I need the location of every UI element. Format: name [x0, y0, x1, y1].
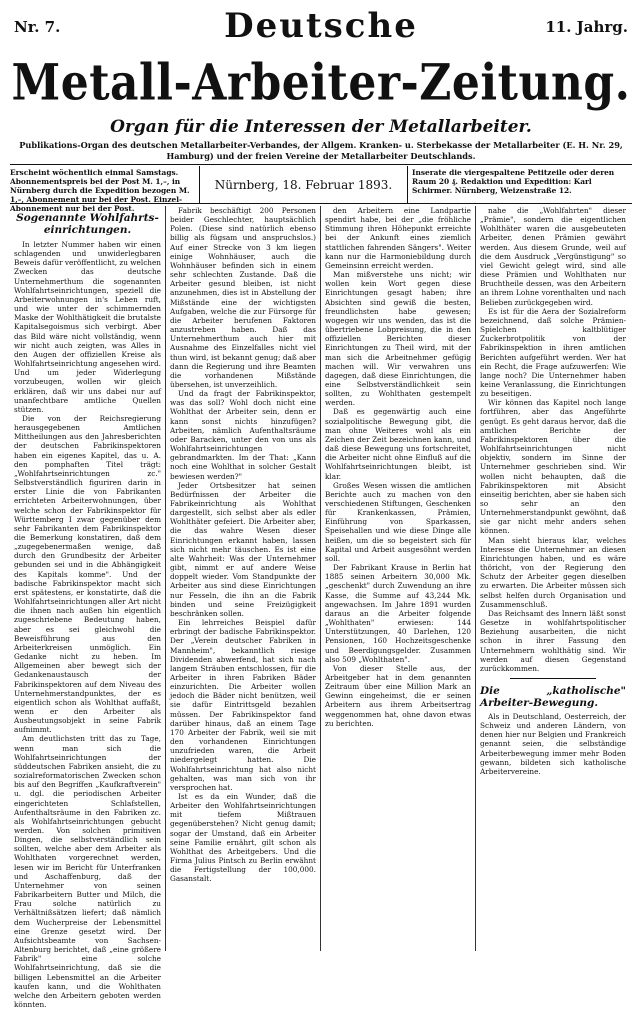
paragraph: In letzter Nummer haben wir einen schlagenden und unwiderlegbaren Beweis dafür veröffentlicht, zu welchen Zwecken das deutsche Unternehmerthum die sogenannten Wohlfahrtseinrichtungen, speziell die Arbeiterwohnungen in's Leben ruft, und wie unter der schimmernden Maske der Wohlthätigkeit die brutalste Kapitalsegoismus sich verbirgt. Aber das Bild wäre nicht vollständig, wenn wir nicht auch zeigten, was Alles in den Augen der offiziellen Kreise als Wohlfahrtseinrichtung angesehen wird. Und um jeder Widerlegung vorzubeugen, wollen wir gleich erklären, daß wir uns dabei nur auf unanfechtbare amtliche Quellen stützen.: [14, 240, 161, 414]
paragraph: Der Fabrikant Krause in Berlin hat 1885 seinen Arbeitern 30,000 Mk. „geschenkt" durch Zuwendung an ihre Kasse, die Summe auf 43,244 Mk. angewachsen. Im Jahre 1891 wurden daraus an die Arbeiter folgende „Wohlthaten" erwiesen: 144 Unterstützungen, 40 Darlehen, 120 Pensionen, 160 Hochzeitsgeschenke und Beerdigungsgelder. Zusammen also 509 „Wohlthaten".: [325, 563, 471, 664]
masthead: [10, 6, 632, 56]
paragraph: Fabrik beschäftigt 200 Personen beider Geschlechter, hauptsächlich Polen. (Diese sind natürlich ebenso billig als fügsam und anspruchslos.) Auf einer Strecke von 3 km liegen einige Wohnhäuser, auch die Wohnhäuser befinden sich in einem sehr schlechten Zustande. Daß die Arbeiter gesund bleiben, ist nicht anzunehmen, dies ist in Abstellung der Mißstände eine der wichtigsten Aufgaben, welche die zur Fürsorge für die Arbeiter berufenen Faktoren anzustreben haben. Daß das Unternehmerthum auch hier mit Ausnahme des Einzelfalles nicht viel thun wird, ist bekannt genug; daß aber dann die Regierung und ihre Beamten die vorhandenen Mißstände übersehen, ist unverzeihlich.: [170, 206, 316, 389]
paragraph: nahe die „Wohlfahrten" dieser „Prämie", sondern die eigentlichen Wohlthäter waren die ausgebeuteten Arbeiter, denen Prämien gewährt werden. Aus diesem Grunde, weil auf die dem Ausdruck „Vergünstigung" so viel Gewicht gelegt wird, sind alle diese Prämien und Wohlthaten nur Bruchtheile dessen, was den Arbeitern an ihrem Lohne vorenthalten und nach Belieben zurückgegeben wird.: [480, 206, 626, 307]
newspaper-title: Metall-Arbeiter-Zeitung.: [11, 54, 631, 112]
divider: [10, 164, 632, 165]
column-4: [475, 206, 630, 951]
paragraph: Als in Deutschland, Oesterreich, der Schweiz und anderen Ländern, von denen hier nur Belgien und Frankreich genannt seien, die selbständige Arbeiterbewegung immer mehr Boden gewann, bildeten sich katholische Arbeitervereine.: [480, 711, 626, 776]
advertising-info: Inserate die viergespaltene Petitzeile oder deren Raum 20 ₰. Redaktion und Expedition: Karl Schirmer. Nürnberg, Weizenstraße 12.: [412, 168, 615, 195]
paragraph: Großes Wesen wissen die amtlichen Berichte auch zu machen von den verschiedenen Stiftungen, Geschenken für Krankenkassen, Prämien, Einführung von Sparkassen, Speisehallen und wie diese Dinge alle heißen, um die so begeistert sich für Kapital und Arbeit ausgesöhnt werden soll.: [325, 480, 471, 563]
paragraph: Man sieht hieraus klar, welches Interesse die Unternehmer an diesen Einrichtungen haben, und es wäre thöricht, von der Regierung den Schutz der Arbeiter gegen dieselben zu erwarten. Die Arbeiter müssen sich selbst helfen durch Organisation und Zusammenschluß.: [480, 535, 626, 609]
column-2: [165, 206, 320, 951]
place-date: Nürnberg, 18. Februar 1893.: [200, 166, 408, 203]
paragraph: Jeder Ortsbesitzer hat seinen Bedürfnissen der Arbeiter die Fabrikeinrichtung als Wohlthat dargestellt, sich selbst aber als edler Wohlthäter gefeiert. Die Arbeiter aber, die das wahre Wesen dieser Einrichtungen erkannt haben, lassen sich nicht mehr täuschen. Es ist eine alte Wahrheit: Was der Unternehmer gibt, nimmt er auf andere Weise doppelt wieder. Vom Standpunkte der Arbeiter aus sind diese Einrichtungen nur Fesseln, die ihn an die Fabrik binden und seine Freizügigkeit beschränken sollen.: [170, 480, 316, 618]
paragraph: Ist es da ein Wunder, daß die Arbeiter den Wohlfahrtseinrichtungen mit tiefem Mißtrauen gegenüberstehen? Nicht genug damit; sogar der Umstand, daß ein Arbeiter seine Familie ernährt, gilt schon als Wohlthat des Arbeitgebers. Und die Firma Julius Pintsch zu Berlin erwähnt die Fertigstellung der 100,000. Gasanstalt.: [170, 792, 316, 884]
article-title: Die „katholische" Arbeiter-Bewegung.: [480, 684, 626, 709]
article-columns: [10, 206, 632, 1009]
paragraph: Ein lehrreiches Beispiel dafür erbringt der badische Fabrikinspektor. Der „Verein deutscher Fabriken in Mannheim", bekanntlich riesige Dividenden abwerfend, hat sich nach langem Sträuben entschlossen, für die Arbeiter in ihren Fabriken Bäder einzurichten. Die Arbeiter wollen jedoch die Bäder nicht benützen, weil sie dafür Eintrittsgeld bezahlen müssen. Der Fabrikinspektor fand darüber hinaus, daß an einem Tage 170 Arbeiter der Fabrik, weil sie mit den vorhandenen Einrichtungen unzufrieden waren, die Arbeit niedergelegt hatten. Die Wohlfahrtseinrichtung hat also nicht gehalten, was man sich von ihr versprochen hat.: [170, 618, 316, 792]
info-bar: [10, 166, 632, 213]
volume-year: 11. Jahrg.: [545, 18, 628, 36]
article-title: Sogenannte Wohlfahrts-einrichtungen.: [16, 212, 159, 236]
paragraph: Wir können das Kapitel noch lange fortführen, aber das Angeführte genügt. Es geht daraus hervor, daß die amtlichen Berichte der Fabrikinspektoren über die Wohlfahrtseinrichtungen nicht objektiv, sondern im Sinne der Unternehmer geschrieben sind. Wir wollen nicht behaupten, daß die Fabrikinspektoren mit Absicht einseitig berichten, aber sie haben sich so sehr an den Unternehmerstandpunkt gewöhnt, daß sie gar nicht mehr anders sehen können.: [480, 398, 626, 536]
column-1: [10, 206, 165, 1009]
newspaper-subtitle: Organ für die Interessen der Metallarbeiter.: [110, 117, 532, 137]
issue-number: Nr. 7.: [14, 18, 61, 36]
paragraph: Und da fragt der Fabrikinspektor, was das soll? Wohl doch nicht eine Wohlthat der Arbeiter sein, denn er kann sonst nichts hinzufügen? Arbeiten, nämlich Aufenthaltsräume oder Baracken, unter den von uns als Wohlfahrtseinrichtungen gebrandmarkten. Im der That: „Kann noch eine Wohlthat in solcher Gestalt bewiesen werden?": [170, 389, 316, 481]
column-3: [320, 206, 475, 951]
paragraph: Die von der Reichsregierung herausgegebenen Amtlichen Mittheilungen aus den Jahresberichten der deutschen Fabrikinspektoren haben ein eigenes Kapitel, das u. A. den pomphaften Titel trägt: „Wohlfahrtseinrichtungen zc." Selbstverständlich figuriren darin in erster Linie die von Fabrikanten errichteten Arbeiterwohnungen, über welche schon der Fabrikinspektor für Württemberg I zwar gegenüber dem sehr Fabrikanten dem Fabrikinspektor die Bemerkung konstatiren, daß dem „zugegebenermaßen wenige, daß durch den Grundbesitz der Arbeiter gebunden sei und in die Abhängigkeit des Kapitals komme". Und der badische Fabrikinspektor macht sich erst spätestens, er konstatirte, daß die Wohlfahrtseinrichtungen aller Art nicht die ihnen nach außen hin eigentlich zugeschriebene Bedeutung haben, aber es sei gleichwohl die Beweisführung aus den Arbeiterkreisen unmöglich. Ein Gedanke nicht zu heben. Im Allgemeinen aber bewegt sich der Gedankenaustausch der Fabrikinspektoren auf dem Niveau des Unternehmerstandpunktes, der es eigentlich schon als Wohlthat auffaßt, wenn er den Arbeiter als Ausbeutungsobjekt in seine Fabrik aufnimmt.: [14, 413, 161, 735]
title-top: Deutsche: [224, 6, 418, 46]
paragraph: Von dieser Stelle aus, der Arbeitgeber hat in dem genannten Zeitraum über eine Million Mark an Gewinn eingeheimst, die er seinen Arbeitern aus ihrem Arbeitsertrag weggenommen hat, ohne davon etwas zu berichten.: [325, 663, 471, 728]
publication-info: Publikations-Organ des deutschen Metallarbeiter-Verbandes, der Allgem. Kranken- u. Sterbekasse der Metallarbeiter (E. H. Nr. 29, Hamburg) und der freien Vereine der Metallarbeiter Deutschlands.: [19, 140, 623, 161]
paragraph: Am deutlichsten tritt das zu Tage, wenn man sich die Wohlfahrtseinrichtungen der süddeutschen Fabriken ansieht, die zu sozialreformatorischen Zwecken schon bis auf den Begriffen „Kaufkraftverein" u. dgl. die periodischen Arbeiter eingerichteten Schlafstellen, Aufenthaltsräume in den Fabriken zc. als Wohlfahrtseinrichtungen gebucht werden. Von solchen primitiven Dingen, die selbstverständlich sein sollten, welche aber dem Arbeiter als Wohlthaten vorgerechnet werden, lesen wir im Bericht für Unterfranken und Aschaffenburg, daß der Unternehmer von seinen Fabrikarbeitern Butter und Milch, die Frau solche natürlich zu Verhältnißsätzen liefert; daß nämlich dem Wucherpreise der Lebensmittel eine Grenze gesetzt wird. Der Aufsichtsbeamte von Sachsen-Altenburg berichtet, daß „eine größere Fabrik" eine solche Wohlfahrtseinrichtung, daß sie die billigen Lebensmittel an die Arbeiter kaufen kann, und die Wohlthaten welche den Arbeitern geboten werden könnten.: [14, 734, 161, 1009]
divider: [510, 678, 596, 679]
paragraph: Es ist für die Aera der Sozialreform bezeichnend, daß solche Prämien-Spielchen kaltblütiger Zuckerbrotpolitik von der Fabrikinspektion in ihren amtlichen Berichten aufgeführt werden. Wer hat ein Recht, die Frage aufzuwerfen: Wie lange noch? Die Unternehmer haben keine Veranlassung, die Einrichtungen zu beseitigen.: [480, 306, 626, 399]
paragraph: Daß es gegenwärtig auch eine sozialpolitische Bewegung gibt, die man ohne Weiteres wohl als ein Zeichen der Zeit bezeichnen kann, und daß diese Bewegung uns fortschreitet, die Arbeiter nicht ohne Einfluß auf die Wohlfahrtseinrichtungen bleibt, ist klar.: [325, 407, 471, 481]
paragraph: Das Reichsamt des Innern läßt sonst Gesetze in wohlfahrtspolitischer Beziehung ausarbeiten, die nicht schon in ihrer Fassung den Unternehmern wohlthätig sind. Wir werden auf diesen Gegenstand zurückkommen.: [480, 608, 626, 673]
paragraph: den Arbeitern eine Landpartie spendirt habe, bei der „die fröhliche Stimmung ihren Höhepunkt erreichte bei der Ankunft eines ziemlich stattlichen fahrenden Sängers". Weiter kann nur die Harmoniebildung durch Gemeinsinn erreicht werden.: [325, 206, 471, 270]
paragraph: Man mißverstehe uns nicht; wir wollen kein Wort gegen diese Einrichtungen gesagt haben; ihre Absichten sind gewiß die besten, freundlichsten habe gewesen; wogegen wir uns wenden, das ist die übertriebene Lobpreisung, die in den offiziellen Berichten dieser Einrichtungen zu Theil wird, mit der man sich die Arbeitnehmer gefügig machen will. Wir verwahren uns dagegen, daß diese Einrichtungen, die eine Selbstverständlichkeit sein sollten, zu Wohlthaten gestempelt werden.: [325, 270, 471, 408]
subscription-info: Erscheint wöchentlich einmal Samstags. Abonnementspreis bei der Post M. 1,–, in Nürnberg durch die Expedition bezogen M. 1,–, Abonnement nur bei der Post. Einzel-Abonnement nur bei der Post.: [10, 166, 200, 203]
